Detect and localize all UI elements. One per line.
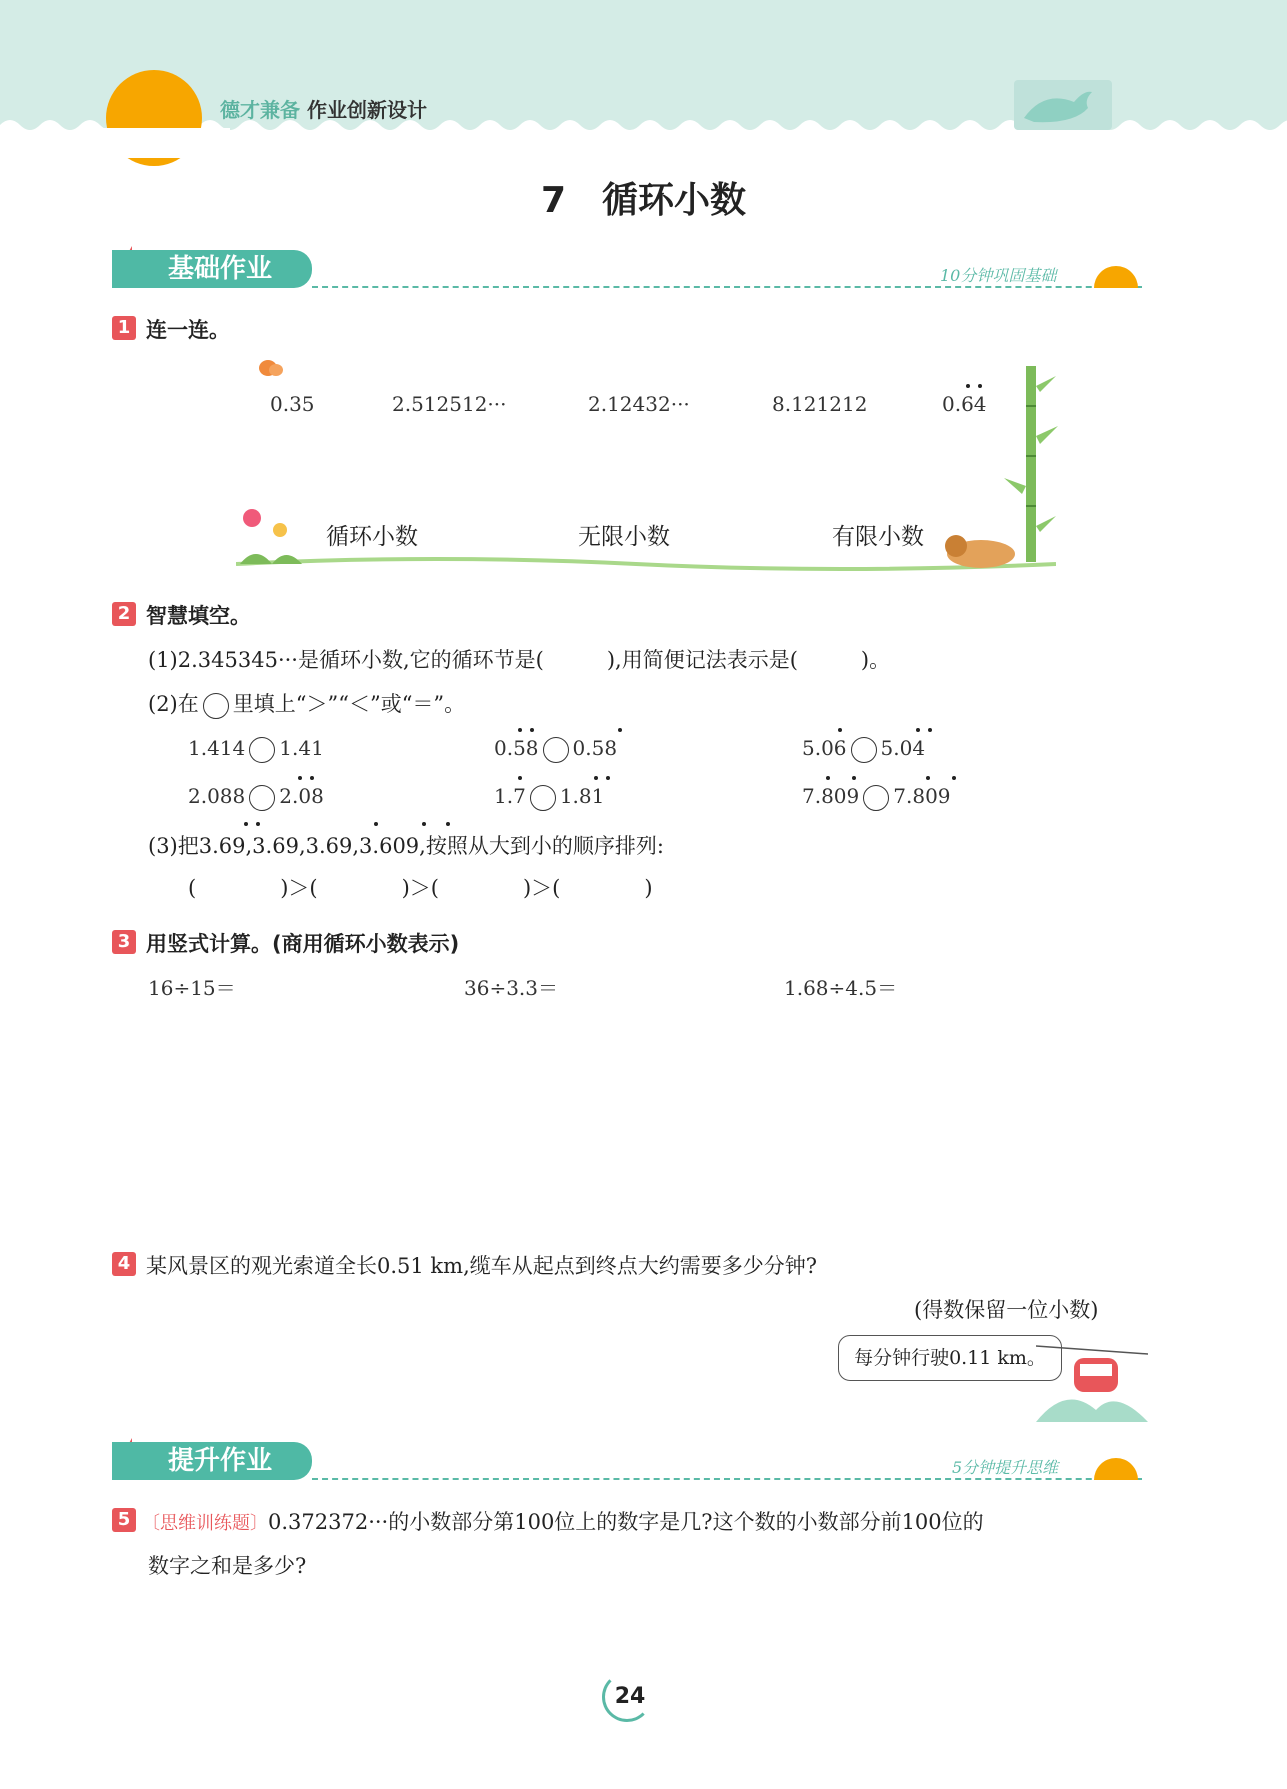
q4-text: 某风景区的观光索道全长0.51 km,缆车从起点到终点大约需要多少分钟? [146,1254,818,1278]
section-basic-note: 10分钟巩固基础 [940,266,1057,285]
repeat-dot [518,728,522,732]
compare-item [802,736,925,763]
repeat-dot [978,384,982,388]
q2-part3 [148,830,664,860]
question-number: 1 [112,316,136,340]
category-label: 循环小数 [326,524,418,550]
calc-item: 36÷3.3＝ [464,976,559,1000]
compare-circle[interactable] [863,785,889,811]
compare-circle[interactable] [851,737,877,763]
section-basic-divider [312,286,1142,288]
compare-left: 1.414 [188,736,246,760]
repeat-dot [530,728,534,732]
repeat-dot [952,776,956,780]
section-basic-label: 基础作业 [112,250,312,288]
brand-bold: 作业创新设计 [306,98,427,122]
repeat-dot [446,822,450,826]
sun-cover [90,128,230,158]
repeat-dot [926,776,930,780]
repeat-dot [826,776,830,780]
compare-left: 1.7 [494,784,526,808]
repeat-dot [310,776,314,780]
q2-part3-nums: 3.69,3.69,3.69,3.609 [198,834,420,858]
order-answer-blanks[interactable]: ( )＞( )＞( )＞( ) [188,876,653,900]
repeat-dot [618,728,622,732]
question-number: 2 [112,602,136,626]
question-prompt: 智慧填空。 [146,604,251,628]
q2-part2 [148,688,465,719]
compare-left: 7.809 [802,784,860,808]
question-prompt: 连一连。 [146,318,230,342]
repeat-dot [852,776,856,780]
section-advanced-divider [312,1478,1142,1480]
q5-line1 [142,1506,984,1536]
compare-right: 2.08 [279,784,324,808]
category-label: 有限小数 [832,524,924,550]
compare-right: 1.81 [559,784,605,808]
compare-right: 7.809 [893,784,951,808]
compare-left: 2.088 [188,784,246,808]
question-prompt: 用竖式计算。(商用循环小数表示) [146,932,460,956]
small-sun-icon [1094,1458,1138,1480]
repeat-dot [594,776,598,780]
compare-item [188,784,324,811]
compare-right: 5.04 [880,736,926,760]
number-item: 8.121212 [772,392,868,416]
page-title: 7 循环小数 [540,180,747,221]
question-number: 5 [112,1508,136,1532]
repeat-dot [298,776,302,780]
repeat-dot [838,728,842,732]
repeat-dot [422,822,426,826]
compare-circle[interactable] [543,737,569,763]
q2-part3-pre: (3)把 [148,834,199,858]
compare-item [494,736,617,763]
compare-item [494,784,604,811]
speech-bubble: 每分钟行驶0.11 km。 [838,1335,1062,1381]
repeat-dot [606,776,610,780]
section-advanced-note: 5分钟提升思维 [952,1458,1059,1477]
number-item: 2.12432··· [588,392,690,416]
compare-right: 1.41 [279,736,324,760]
repeat-dot [374,822,378,826]
compare-circle-sample [203,693,229,719]
q5-line2: 数字之和是多少? [148,1554,307,1578]
category-label: 无限小数 [578,524,670,550]
thinking-tag: 〔思维训练题〕 [142,1513,268,1534]
brand-colored: 德才兼备 [220,98,300,122]
q2-part3-post: ,按照从大到小的顺序排列: [419,834,664,858]
calc-item: 1.68÷4.5＝ [784,976,898,1000]
brand-title [220,94,427,123]
compare-circle[interactable] [530,785,556,811]
number-item: 0.64 [942,392,987,416]
repeat-dot [928,728,932,732]
compare-left: 5.06 [802,736,847,760]
repeat-dot [916,728,920,732]
question-number: 3 [112,930,136,954]
section-advanced-label: 提升作业 [112,1442,312,1480]
repeat-dot [256,822,260,826]
compare-item [188,736,324,763]
question-number: 4 [112,1252,136,1276]
compare-right: 0.58 [572,736,618,760]
number-item: 0.35 [270,392,315,416]
small-sun-icon [1094,266,1138,288]
calc-item: 16÷15＝ [148,976,236,1000]
q2-part2-post: 里填上“＞”“＜”或“＝”。 [232,692,466,716]
compare-circle[interactable] [249,785,275,811]
compare-item [802,784,951,811]
q2-part2-pre: (2)在 [148,692,199,716]
q5-line1-text: 0.372372···的小数部分第100位上的数字是几?这个数的小数部分前100位的 [268,1510,984,1534]
compare-circle[interactable] [249,737,275,763]
whale-icon [1014,80,1112,130]
compare-left: 0.58 [494,736,539,760]
q2-part1: (1)2.345345···是循环小数,它的循环节是( ),用简便记法表示是( )。 [148,648,891,672]
cable-car-icon [1036,1344,1148,1422]
repeat-dot [518,776,522,780]
repeat-dot [966,384,970,388]
q4-note: (得数保留一位小数) [914,1298,1099,1322]
page-number: 24 [614,1684,646,1709]
repeat-dot [244,822,248,826]
number-item: 2.512512··· [392,392,507,416]
butterfly-icon [258,356,286,382]
